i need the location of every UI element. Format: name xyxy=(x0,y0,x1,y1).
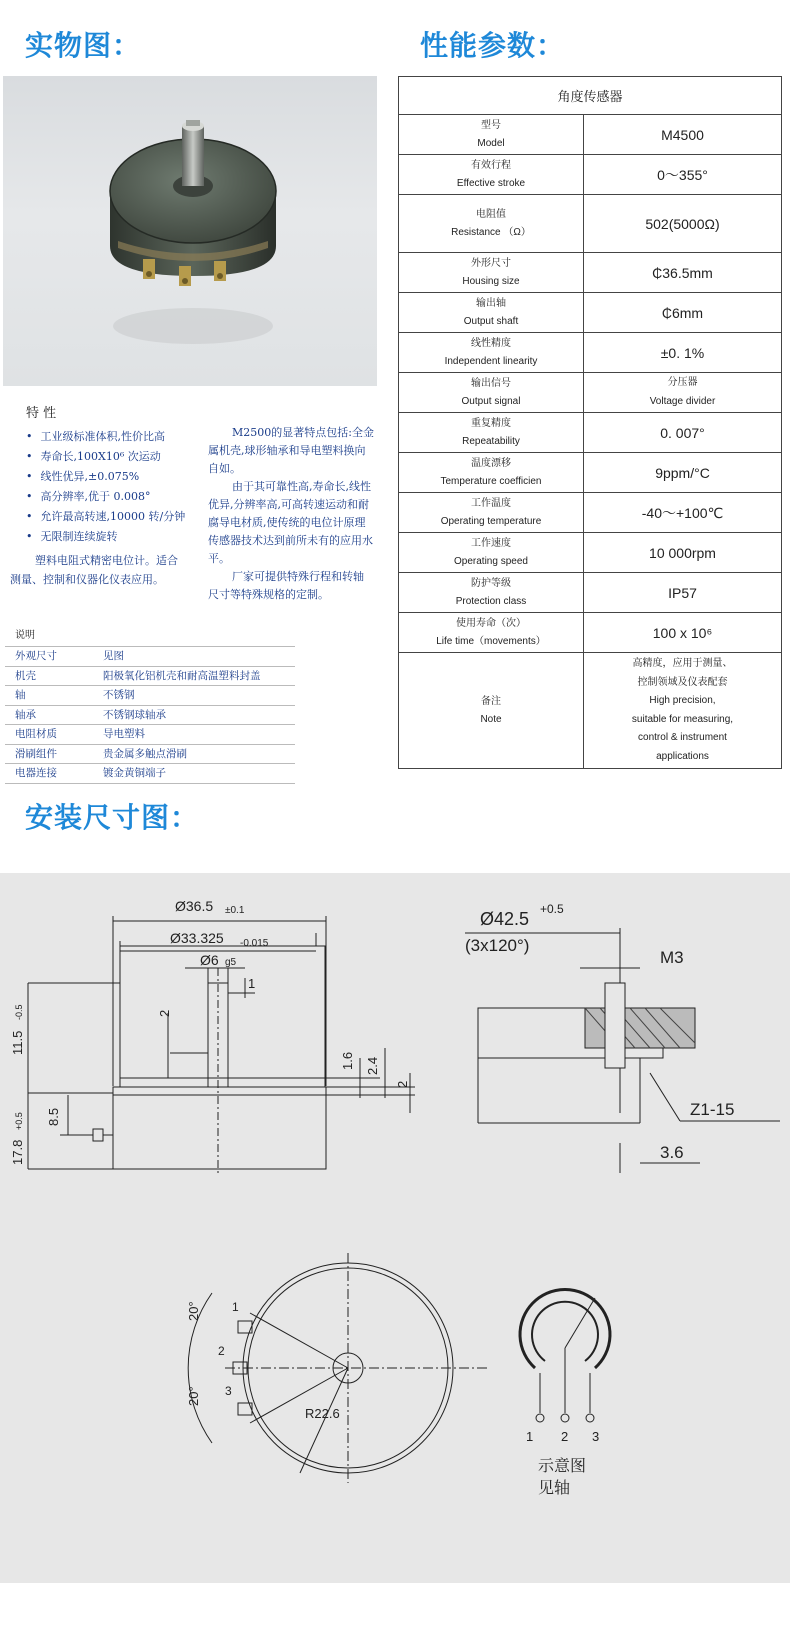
dim-d3-tol: g5 xyxy=(225,957,237,968)
mount-angle: (3x120°) xyxy=(465,936,530,955)
schematic-pin-2: 2 xyxy=(561,1429,569,1444)
spec-value: 100 x 10⁶ xyxy=(584,613,782,653)
note-line: applications xyxy=(656,750,709,762)
material-key: 电器连接 xyxy=(15,767,57,779)
dim-h1: 11.5 xyxy=(10,1030,25,1055)
spec-label-cn: 工作速度 xyxy=(471,537,511,549)
spec-value-en: Voltage divider xyxy=(649,395,716,407)
dim-d1: Ø36.5 xyxy=(175,898,214,914)
feature-paragraph: 厂家可提供特殊行程和转轴尺寸等特殊规格的定制。 xyxy=(208,570,364,601)
dim-h3: 17.8 xyxy=(10,1139,25,1165)
spec-value: 9ppm/°C xyxy=(584,453,782,493)
spec-label-en: Output signal xyxy=(461,395,521,407)
spec-label-cn: 线性精度 xyxy=(471,337,511,349)
dim-n2: 2 xyxy=(157,1009,172,1017)
material-table-title: 说明 xyxy=(5,626,295,647)
schematic-pin-3: 3 xyxy=(592,1429,600,1444)
dim-h2: 8.5 xyxy=(46,1107,61,1126)
spec-value xyxy=(584,373,782,413)
spec-value: 10 000rpm xyxy=(584,533,782,573)
potentiometer-image xyxy=(3,76,377,386)
spec-label-en: Note xyxy=(480,713,502,725)
features-description xyxy=(208,424,374,604)
product-photo xyxy=(3,76,377,386)
material-row xyxy=(5,667,295,687)
front-angle-2: 20° xyxy=(186,1386,201,1406)
mount-diameter-tol: +0.5 xyxy=(540,902,564,916)
spec-value: 0. 007° xyxy=(584,413,782,453)
spec-row xyxy=(399,115,782,155)
spec-value: 502(5000Ω) xyxy=(584,195,782,253)
spec-label-cn: 使用寿命（次） xyxy=(456,617,526,629)
front-pin-1: 1 xyxy=(232,1300,239,1314)
spec-label-en: Independent linearity xyxy=(444,355,538,367)
side-view-housing xyxy=(113,1087,326,1169)
material-key: 外观尺寸 xyxy=(15,650,57,662)
specs-heading: 性能参数： xyxy=(420,29,566,62)
features-list xyxy=(20,427,191,547)
material-row xyxy=(5,745,295,765)
spec-label-en: Temperature coefficien xyxy=(440,475,542,487)
material-value: 镀金黄铜端子 xyxy=(103,767,166,779)
spec-label-cn: 重复精度 xyxy=(471,417,511,429)
spec-label-en: Model xyxy=(477,137,505,149)
feature-item: • 工业级标准体积,性价比高 xyxy=(26,427,191,447)
mount-diameter: Ø42.5 xyxy=(480,909,530,929)
schematic-pin-1: 1 xyxy=(526,1429,534,1444)
side-view-cap xyxy=(120,946,325,1087)
dim-t3: 2 xyxy=(395,1080,410,1088)
features-note: 塑料电阻式精密电位计。适合测量、控制和仪器化仪表应用。 xyxy=(10,554,178,586)
spec-label xyxy=(399,493,584,533)
schematic-caption-2: 见轴 xyxy=(538,1480,571,1497)
spec-value: 0～355° xyxy=(584,155,782,195)
spec-label xyxy=(399,573,584,613)
spec-row xyxy=(399,573,782,613)
dim-d2: Ø33.325 xyxy=(170,930,224,946)
spec-label-en: Resistance （Ω） xyxy=(451,226,531,238)
material-row xyxy=(5,686,295,706)
install-heading: 安装尺寸图： xyxy=(25,801,200,834)
spec-row xyxy=(399,373,782,413)
material-key: 滑刷组件 xyxy=(15,747,57,760)
front-pin-3: 3 xyxy=(225,1384,232,1398)
spec-label-cn: 防护等级 xyxy=(471,577,511,589)
spec-label-en: Protection class xyxy=(455,595,527,607)
spec-label-cn: 温度漂移 xyxy=(471,457,511,469)
note-line: control & instrument xyxy=(638,732,727,743)
spec-label-cn: 工作温度 xyxy=(471,497,511,509)
feature-item: • 允许最高转速,10000 转/分钟 xyxy=(26,507,191,527)
spec-label-en: Repeatability xyxy=(462,435,520,447)
material-value: 阳极氧化铝机壳和耐高温塑料封盖 xyxy=(103,669,261,682)
material-value: 贵金属多触点滑刷 xyxy=(103,747,187,760)
spec-row xyxy=(399,493,782,533)
note-line: High precision, xyxy=(649,695,716,706)
spec-row xyxy=(399,293,782,333)
spec-row-note xyxy=(399,653,782,769)
material-value: 不锈钢球轴承 xyxy=(103,708,166,721)
spec-row xyxy=(399,155,782,195)
spec-label xyxy=(399,293,584,333)
spec-label-en: Housing size xyxy=(462,275,520,287)
feature-item: • 线性优异,±0.075% xyxy=(26,467,191,487)
mount-screw xyxy=(605,983,625,1068)
feature-item: • 无限制连续旋转 xyxy=(26,527,191,547)
material-row xyxy=(5,706,295,726)
spec-label xyxy=(399,195,584,253)
spec-label-cn: 电阻值 xyxy=(476,208,506,220)
spec-table-header xyxy=(399,77,782,115)
spec-label-cn: 外形尺寸 xyxy=(471,257,511,269)
material-row xyxy=(5,647,295,667)
note-line: 高精度，应用于测量、 xyxy=(632,658,733,669)
spec-label xyxy=(399,115,584,155)
spec-row xyxy=(399,613,782,653)
material-row xyxy=(5,725,295,745)
mount-screw-label: M3 xyxy=(660,948,684,967)
note-line: suitable for measuring, xyxy=(631,713,734,725)
side-view-terminal xyxy=(93,1129,103,1141)
spec-label xyxy=(399,333,584,373)
schematic-caption: 示意图 xyxy=(538,1458,587,1475)
dim-h3-tol: +0.5 xyxy=(14,1112,24,1130)
material-key: 轴 xyxy=(15,689,26,701)
spec-label-en: Operating temperature xyxy=(440,515,542,527)
spec-row xyxy=(399,413,782,453)
material-key: 机壳 xyxy=(15,669,36,682)
mount-clamp xyxy=(585,1008,695,1048)
note-line: 控制领域及仪表配套 xyxy=(637,676,728,688)
spec-note-value xyxy=(584,653,782,769)
front-pin-2: 2 xyxy=(218,1344,225,1358)
spec-label xyxy=(399,373,584,413)
spec-label-cn: 型号 xyxy=(481,119,501,131)
spec-label-cn: 输出信号 xyxy=(471,377,511,389)
spec-value-cn: 分压器 xyxy=(667,377,698,388)
material-value: 导电塑料 xyxy=(103,728,145,740)
dim-d2-tol: -0.015 xyxy=(240,938,269,949)
spec-label xyxy=(399,613,584,653)
photo-heading: 实物图： xyxy=(25,29,142,62)
front-angle-1: 20° xyxy=(186,1301,201,1321)
spec-row xyxy=(399,333,782,373)
spec-row xyxy=(399,253,782,293)
spec-label-en: Effective stroke xyxy=(456,177,526,189)
spec-label xyxy=(399,253,584,293)
spec-label-cn: 有效行程 xyxy=(471,159,511,171)
spec-label xyxy=(399,413,584,453)
dim-d3: Ø6 xyxy=(200,952,219,968)
spec-label xyxy=(399,453,584,493)
dim-t2: 2.4 xyxy=(365,1056,380,1075)
feature-paragraph: 由于其可靠性高,寿命长,线性优异,分辨率高,可高转速运动和耐腐导电材质,使传统的电位计原理传感器技术达到前所未有的应用水平。 xyxy=(208,480,373,565)
spec-table xyxy=(398,76,782,769)
installation-drawing xyxy=(0,873,790,1583)
spec-value: IP57 xyxy=(584,573,782,613)
material-row xyxy=(5,764,295,784)
material-key: 电阻材质 xyxy=(15,728,57,740)
spec-value: ₵36.5mm xyxy=(584,253,782,293)
mount-clamp-label: Z1-15 xyxy=(690,1100,735,1119)
dim-d1-tol: ±0.1 xyxy=(225,905,245,916)
feature-item: • 高分辨率,优于 0.008° xyxy=(26,487,191,507)
spec-value: -40～+100℃ xyxy=(584,493,782,533)
spec-label xyxy=(399,533,584,573)
spec-label xyxy=(399,155,584,195)
spec-label xyxy=(399,653,584,769)
feature-item: • 寿命长,100X10⁶ 次运动 xyxy=(26,447,191,467)
material-key: 轴承 xyxy=(15,708,36,721)
dim-h1-tol: -0.5 xyxy=(14,1004,24,1020)
spec-row xyxy=(399,453,782,493)
spec-value: ₵6mm xyxy=(584,293,782,333)
features-title: 特 性 xyxy=(26,406,57,421)
mount-gap-label: 3.6 xyxy=(660,1143,684,1162)
spec-label-cn: 输出轴 xyxy=(476,297,506,309)
spec-label-en: Output shaft xyxy=(463,315,519,327)
drawing-svg xyxy=(0,873,790,1583)
material-value: 见图 xyxy=(103,650,124,662)
spec-label-en: Operating speed xyxy=(454,555,528,567)
spec-label-en: Life time（movements） xyxy=(436,635,546,647)
spec-value: M4500 xyxy=(584,115,782,155)
spec-value: ±0. 1% xyxy=(584,333,782,373)
spec-row xyxy=(399,533,782,573)
feature-paragraph: M2500的显著特点包括:全金属机壳,球形轴承和导电塑料换向自如。 xyxy=(208,426,374,475)
material-table xyxy=(5,626,295,784)
front-radius: R22.6 xyxy=(305,1406,340,1421)
spec-row xyxy=(399,195,782,253)
dim-t1: 1.6 xyxy=(340,1051,355,1070)
dim-n1: 1 xyxy=(248,976,256,991)
spec-table-title: 角度传感器 xyxy=(399,77,782,115)
spec-label-cn: 备注 xyxy=(481,695,501,707)
material-value: 不锈钢 xyxy=(103,689,135,701)
